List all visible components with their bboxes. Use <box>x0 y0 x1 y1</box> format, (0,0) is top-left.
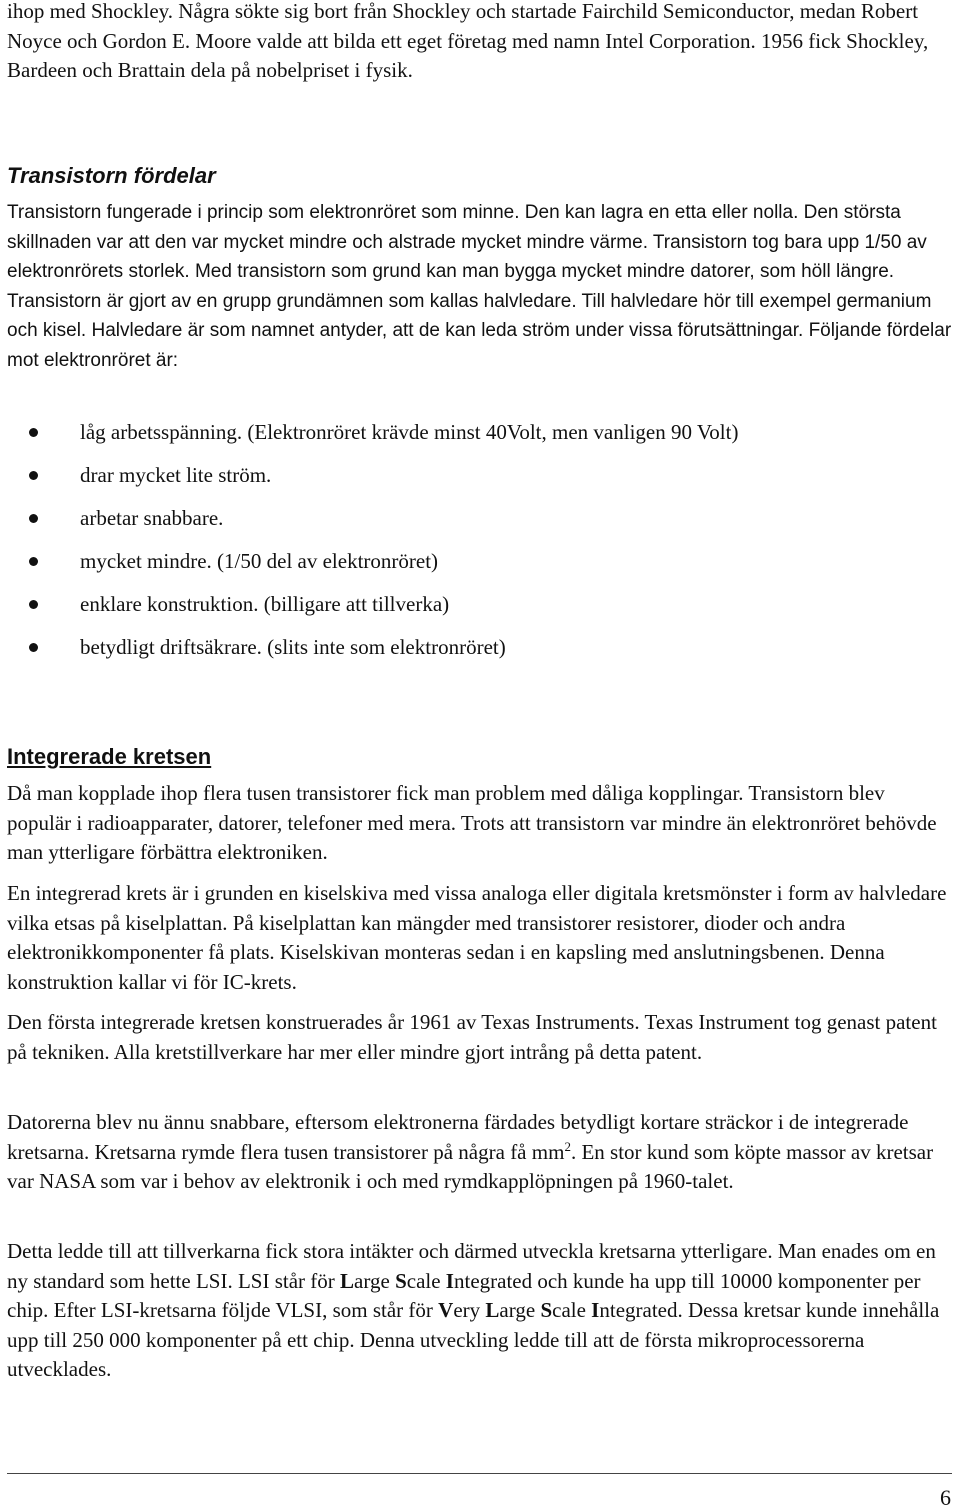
ic-paragraph-2: En integrerad krets är i grunden en kiselskiva med vissa analoga eller digitala kretsmönster i form av halvledare vilka etsas på kiselplattan. På kiselplattan kan mängder med transistorer resistorer, dioder och andra elektronikkomponenter få plats. Kiselskivan monteras sedan i en kapsling med anslutningsbenen. Denna konstruktion kallar vi för IC-krets. <box>7 881 947 994</box>
bold-letter: L <box>485 1298 500 1322</box>
list-item <box>7 418 738 461</box>
ic-paragraph-1: Då man kopplade ihop flera tusen transistorer fick man problem med dåliga kopplingar. Transistorn blev populär i radioapparater, datorer, telefoner med mera. Trots att transistorn var mindre än elektronröret behövde man ytterligare förbättra elektroniken. <box>7 781 937 864</box>
bullet-icon <box>29 514 38 523</box>
text-run: . En stor kund som köpte massor av kretsar var NASA som var i behov av elektronik i och med rymdkapplöpningen på 1960-talet. <box>7 1139 934 1193</box>
bullet-icon <box>29 557 38 566</box>
text-run: ntegrated. Dessa kretsar kunde innehålla upp till 250 000 komponenter på ett chip. Denna utveckling ledde till att de första mikroprocessorerna utvecklades. <box>7 1298 940 1381</box>
bullet-icon <box>29 600 38 609</box>
ic-paragraph-4 <box>7 1108 952 1197</box>
page-number: 6 <box>940 1485 951 1510</box>
list-item-text: arbetar snabbare. <box>80 506 224 530</box>
text-run: Detta ledde till att tillverkarna fick stora intäkter och därmed utveckla kretsarna ytterligare. Man enades om en ny standard som hette LSI. LSI står för <box>7 1239 936 1293</box>
text-run: arge <box>499 1298 541 1322</box>
list-item <box>7 504 738 547</box>
bullet-icon <box>29 428 38 437</box>
ic-paragraph-5 <box>7 1237 952 1385</box>
section-heading-transistor: Transistorn fördelar <box>7 163 216 188</box>
transistor-paragraph: Transistorn fungerade i princip som elektronröret som minne. Den kan lagra en etta eller nolla. Den största skillnaden var att den var mycket mindre och alstrade mycket mindre värme. Transistorn tog bara upp 1/50 av elektronrörets storlek. Med transistorn som grund kan man bygga mycket mindre datorer, som höll längre. Transistorn är gjort av en grupp grundämnen som kallas halvledare. Till halvledare hör till exempel germanium och kisel. Halvledare är som namnet antyder, att de kan leda ström under vissa förutsättningar. Följande fördelar mot elektronröret är: <box>7 202 952 371</box>
list-item-text: enklare konstruktion. (billigare att tillverka) <box>80 592 450 616</box>
text-run: cale <box>406 1268 446 1293</box>
bold-letter: S <box>540 1298 553 1322</box>
footer-divider <box>7 1473 952 1474</box>
list-item-text: mycket mindre. (1/50 del av elektronröret) <box>80 549 439 573</box>
advantages-list <box>7 418 738 676</box>
list-item <box>7 547 738 590</box>
list-item-text: låg arbetsspänning. (Elektronröret krävde minst 40Volt, men vanligen 90 Volt) <box>80 420 739 444</box>
intro-paragraph: ihop med Shockley. Några sökte sig bort från Shockley och startade Fairchild Semiconductor, medan Robert Noyce och Gordon E. Moore valde att bilda ett eget företag med namn Intel Corporation. 1956 fick Shockley, Bardeen och Brattain dela på nobelpriset i fysik. <box>7 0 929 82</box>
bullet-icon <box>29 643 38 652</box>
text-run: ery <box>453 1298 486 1322</box>
bold-letter: S <box>395 1268 407 1293</box>
text-run: ntegrated och kunde ha upp till 10000 komponenter per chip. Efter LSI-kretsarna följde VLSI, som står för <box>7 1268 921 1322</box>
section-heading-ic: Integrerade kretsen <box>7 744 212 769</box>
ic-paragraph-3: Den första integrerade kretsen konstruerades år 1961 av Texas Instruments. Texas Instrument tog genast patent på tekniken. Alla kretstillverkare har mer eller mindre gjort intrång på detta patent. <box>7 1010 937 1064</box>
bold-letter: I <box>591 1298 600 1322</box>
bold-letter: L <box>340 1268 355 1293</box>
superscript: 2 <box>564 1138 571 1154</box>
list-item <box>7 461 738 504</box>
bold-letter: V <box>438 1298 454 1322</box>
bold-letter: I <box>445 1268 454 1293</box>
list-item-text: betydligt driftsäkrare. (slits inte som elektronröret) <box>80 635 506 659</box>
text-run: Datorerna blev nu ännu snabbare, eftersom elektronerna färdades betydligt kortare sträckor i de integrerade kretsarna. Kretsarna rymde flera tusen transistorer på några få mm <box>7 1110 909 1164</box>
text-run: cale <box>552 1298 592 1322</box>
bullet-icon <box>29 471 38 480</box>
list-item-text: drar mycket lite ström. <box>80 463 272 487</box>
list-item <box>7 633 738 676</box>
text-run: arge <box>354 1268 396 1293</box>
list-item <box>7 590 738 633</box>
